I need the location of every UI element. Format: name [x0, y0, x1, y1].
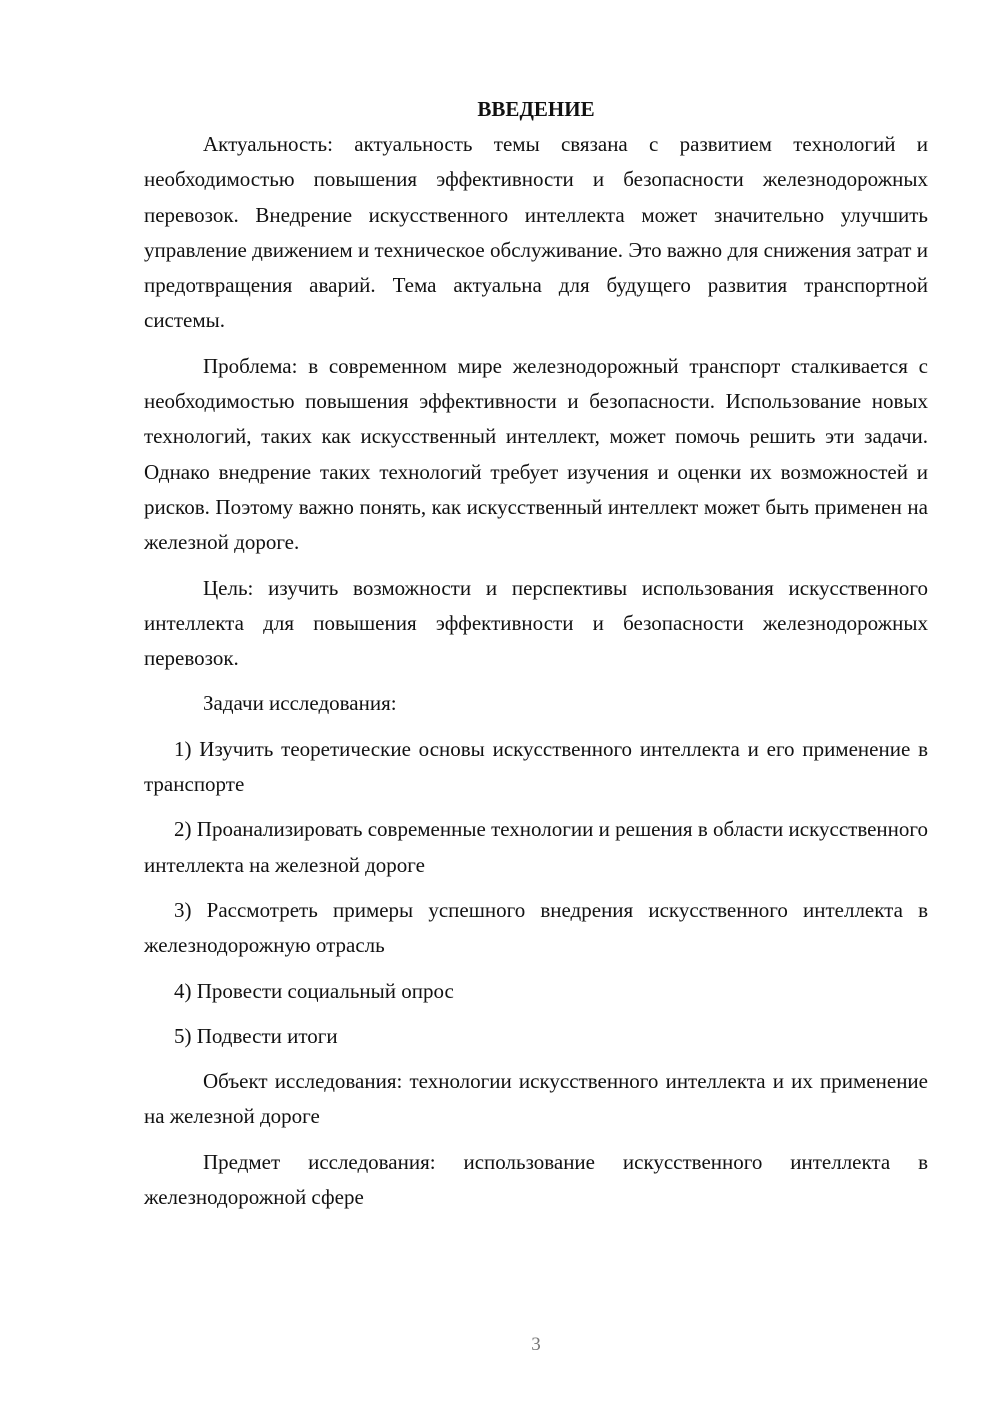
task-item-3: 3) Рассмотреть примеры успешного внедрения искусственного интеллекта в железнодорожную отрасль	[144, 897, 928, 958]
task-item-5: 5) Подвести итоги	[174, 1023, 338, 1048]
section-heading: ВВЕДЕНИЕ	[477, 97, 595, 121]
subject-paragraph: Предмет исследования: использование искусственного интеллекта в железнодорожной сфере	[144, 1149, 928, 1210]
object-paragraph: Объект исследования: технологии искусственного интеллекта и их применение на железной дороге	[144, 1069, 928, 1129]
task-item-4: 4) Провести социальный опрос	[174, 978, 454, 1003]
goal-paragraph: Цель: изучить возможности и перспективы использования искусственного интеллекта для повышения эффективности и безопасности железнодорожных перевозок.	[144, 575, 928, 671]
relevance-paragraph: Актуальность: актуальность темы связана с развитием технологий и необходимостью повышения эффективности и безопасности железнодорожных перевозок. Внедрение искусственного интеллекта может значительно улучшить управление движением и техническое обслуживание. Это важно для снижения затрат и предотвращения аварий. Тема актуальна для будущего развития транспортной системы.	[144, 132, 928, 333]
page-content	[144, 92, 928, 1225]
tasks-title: Задачи исследования:	[203, 691, 397, 716]
page-number: 3	[531, 1334, 541, 1355]
problem-paragraph: Проблема: в современном мире железнодорожный транспорт сталкивается с необходимостью повышения эффективности и безопасности. Использование новых технологий, таких как искусственный интеллект, может помочь решить эти задачи. Однако внедрение таких технологий требует изучения и оценки их возможностей и рисков. Поэтому важно понять, как искусственный интеллект может быть применен на железной дороге.	[144, 353, 928, 555]
task-item-2: 2) Проанализировать современные технологии и решения в области искусственного интеллекта на железной дороге	[144, 817, 928, 877]
task-item-1: 1) Изучить теоретические основы искусственного интеллекта и его применение в транспорте	[144, 736, 928, 797]
